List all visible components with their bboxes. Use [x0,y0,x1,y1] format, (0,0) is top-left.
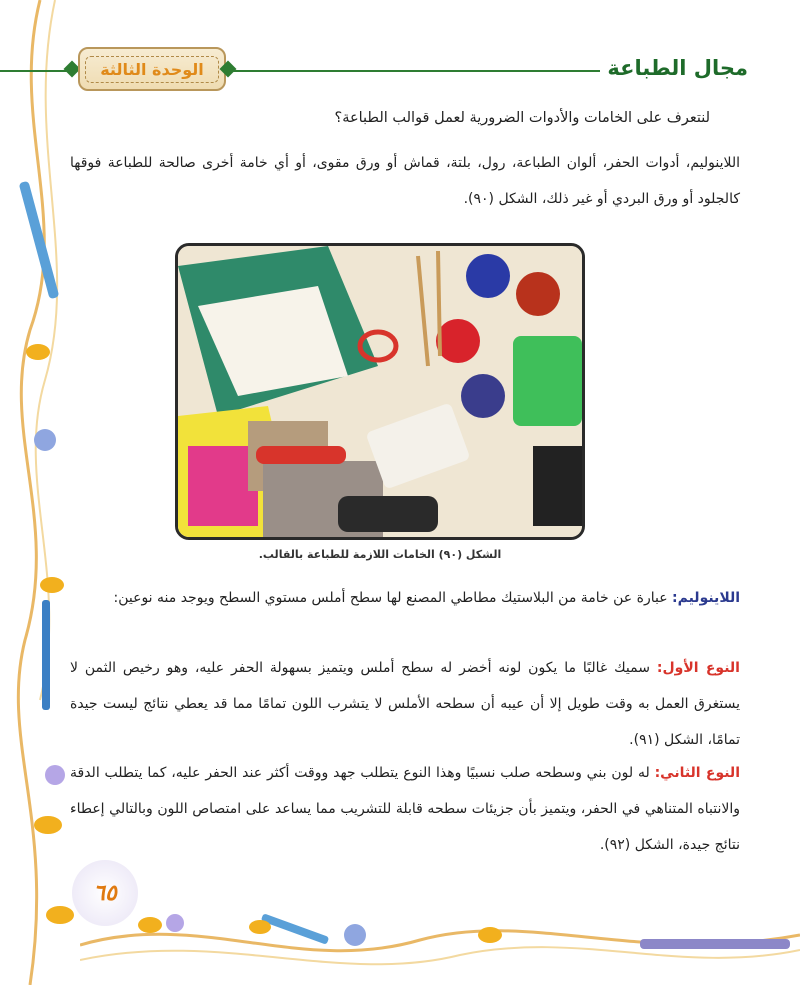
flower-icon [344,924,366,946]
linoleum-definition: عبارة عن خامة من البلاستيك مطاطي المصنع لها سطح أملس مستوي السطح ويوجد منه نوعين: [113,590,673,606]
linoleum-paragraph [70,580,740,616]
butterfly-icon [249,920,271,934]
printing-tools-photo [178,246,582,537]
decorative-border-bottom [80,905,800,985]
pencil-icon [19,181,60,299]
figure-caption: الشكل (٩٠) الخامات اللازمة للطباعة بالقالب. [258,548,502,561]
pencil-icon [42,600,50,710]
type2-term: النوع الثاني: [654,765,740,781]
figure-printing-materials [175,243,585,540]
page-number: ٦٥ [72,860,138,926]
butterfly-icon [34,816,62,834]
type1-term: النوع الأول: [656,660,740,676]
paintbrush-icon [640,939,790,949]
butterfly-icon [478,927,502,943]
intro-question: لنتعرف على الخامات والأدوات الضرورية لعمل قوالب الطباعة؟ [334,110,710,126]
unit-badge [78,47,226,91]
butterfly-icon [138,917,162,933]
butterfly-icon [26,344,50,360]
flower-icon [34,429,56,451]
header-rule-left [0,70,70,72]
type1-paragraph [70,650,740,758]
flower-icon [45,765,65,785]
type2-paragraph [70,755,740,863]
decorative-border-left [0,0,80,985]
flower-icon [166,914,184,932]
pencil-icon [261,913,330,944]
unit-label: الوحدة الثالثة [85,56,219,83]
butterfly-icon [40,577,64,593]
butterfly-icon [46,906,74,924]
materials-paragraph: اللاينوليم، أدوات الحفر، ألوان الطباعة، رول، بلتة، قماش أو ورق مقوى، أو أي خامة أخرى صالحة للطباعة فوقها كالجلود أو ورق البردي أو غير ذلك، الشكل (٩٠). [70,155,740,207]
type1-text: سميك غالبًا ما يكون لونه أخضر له سطح أملس ويتميز بسهولة الحفر عليه، وهو رخيص الثمن لا يستغرق العمل به وقت طويل إلا أن عيبه أن سطحه الأملس لا يتشرب اللون تمامًا مما قد يعطي نتائج ليست جيدة تمامًا، الشكل (٩١). [70,660,740,748]
header-rule [230,70,600,72]
type2-text: له لون بني وسطحه صلب نسبيًا وهذا النوع يتطلب جهد ووقت أكثر عند الحفر عليه، كما يتطلب الدقة والانتباه المتناهي في الحفر، ويتميز بأن جزيئات سطحه قابلة للتشريب مما يساعد على امتصاص اللون وبالتالي إعطاء نتائج جيدة، الشكل (٩٢). [70,765,740,853]
linoleum-term: اللاينوليم: [672,590,740,606]
section-title: مجال الطباعة [607,56,748,80]
